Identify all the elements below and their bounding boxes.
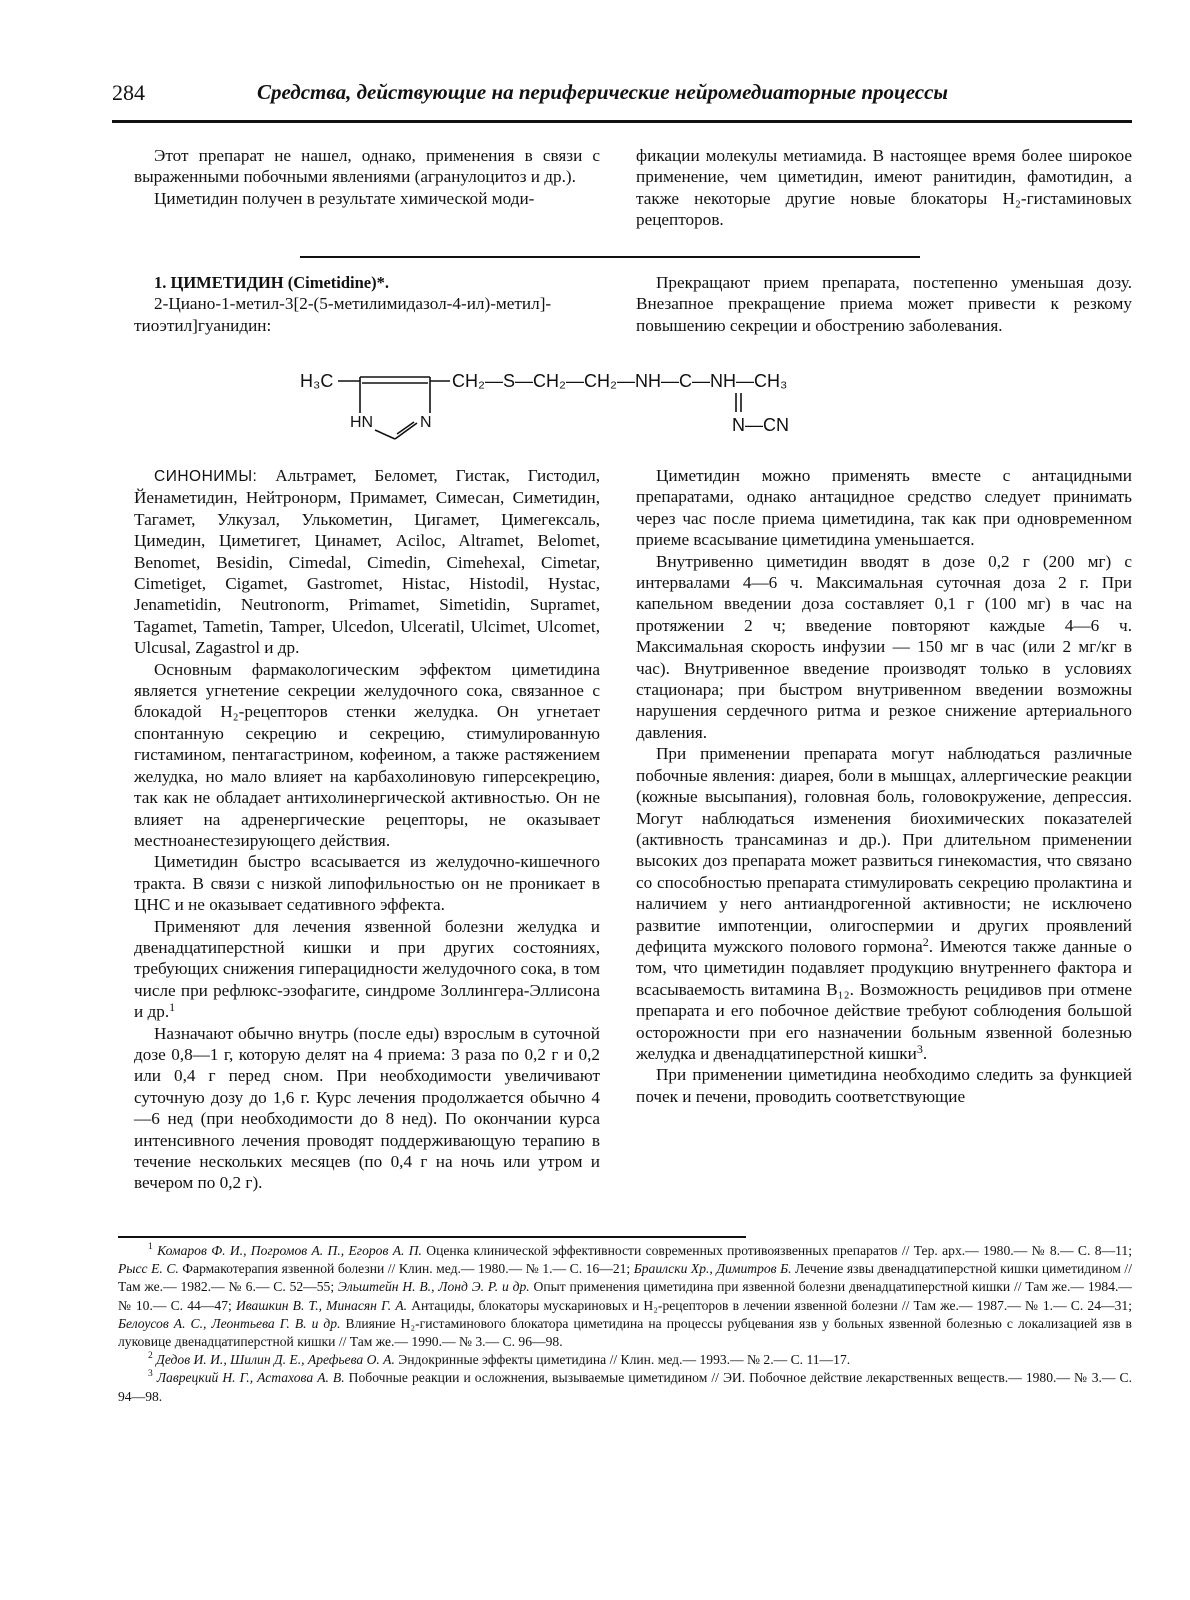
formula-ring-n: N	[420, 414, 432, 431]
footnote-text: Эндокринные эффекты циметидина // Клин. мед.— 1993.— № 2.— С. 11—17.	[394, 1352, 851, 1368]
antacid-paragraph: Циметидин можно применять вместе с антацидными препаратами, однако антацидное средство следует принимать через час после приема циметидина, так как при одновременном приеме всасывание циметидина уменьшается.	[636, 466, 1132, 550]
indications-text: Применяют для лечения язвенной болезни желудка и двенадцатиперстной кишки и при других состояниях, требующих снижения гиперацидности желудочного сока, в том числе при рефлюкс-эзофагите, синдроме Золлингера-Эллисона и др.	[134, 916, 600, 1022]
footnote-3	[118, 1369, 1132, 1405]
side-effects-text: При применении препарата могут наблюдаться различные побочные явления: диарея, боли в мышцах, аллергические реакции (кожные высыпания), головная боль, головокружение, депрессия. Могут наблюдаться изменения биохимических показателей (активность трансаминаз и др.). При длительном применении высоких доз препарата может развиться гинекомастия, что связано со способностью препарата стимулировать секрецию пролактина и наличием у него антиандрогенной активности; не исключено развитие импотенции, олигоспермии и других проявлений дефицита мужского полового гормона	[636, 744, 1132, 956]
formula-imine: N—CN	[732, 415, 789, 435]
cimetidine-structure	[300, 365, 900, 445]
footnote-authors: Белоусов А. С., Леонтьева Г. В. и др.	[118, 1315, 341, 1331]
formula-chain: CH₂—S—CH₂—CH₂—NH—C—NH—CH₃	[452, 371, 788, 391]
footnote-text: Побочные реакции и осложнения, вызываемые циметидином // ЭИ. Побочное действие лекарственных веществ.— 1980.— № 3.— С. 94—98.	[118, 1370, 1132, 1404]
footnote-authors: Рысс Е. С.	[118, 1261, 179, 1277]
side-effects-end: .	[922, 1043, 928, 1063]
intro-paragraph: Этот препарат не нашел, однако, применения в связи с выраженными побочными явлениями (агранулоцитоз и др.).	[134, 146, 600, 187]
footnotes	[118, 1242, 1132, 1406]
page-number: 284	[112, 80, 145, 105]
synonyms-paragraph	[134, 465, 600, 659]
indications-paragraph	[134, 916, 600, 1023]
side-effects-text-cont: . Имеются также данные о том, что циметидин подавляет продукцию внутреннего фактора и всасываемость витамина B₁₂. Возможность рецидивов при отмене препарата и его побочное действие требуют соблюдения большой осторожности при его назначении больным язвенной болезнью желудка и двенадцатиперстной кишки	[636, 936, 1132, 1063]
monitoring-paragraph: При применении циметидина необходимо следить за функцией почек и печени, проводить соответствующие	[636, 1065, 1132, 1106]
footnote-text: Антациды, блокаторы мускариновых и H₂-рецепторов в лечении язвенной болезни // Там же.— 1987.— № 1.— С. 24—31;	[407, 1297, 1132, 1313]
footnote-1	[118, 1242, 1132, 1351]
main-right-column	[636, 465, 1132, 1107]
header-rule	[112, 120, 1132, 123]
footnote-authors: Лаврецкий Н. Г., Астахова А. В.	[156, 1370, 345, 1386]
footnote-text: Фармакотерапия язвенной болезни // Клин. мед.— 1980.— № 1.— С. 16—21;	[178, 1261, 634, 1277]
footnote-text: Опыт применения циметидина при язвенной болезни двенадцатиперстной кишки // Там же.— 1984.— № 10.— С. 44—47;	[118, 1279, 1133, 1313]
formula-ring-nh: HN	[350, 414, 374, 431]
chemical-name: 2-Циано-1-метил-3[2-(5-метилимидазол-4-ил)-метил]-тиоэтил]гуанидин:	[134, 294, 552, 335]
running-title: Средства, действующие на периферические нейромедиаторные процессы	[257, 80, 948, 104]
formula-h3c: H₃C	[300, 371, 334, 391]
footnote-ref: 1	[169, 1000, 176, 1015]
intro-paragraph: фикации молекулы метиамида. В настоящее время более широкое применение, чем циметидин, имеют ранитидин, фамотидин, а также некоторые другие новые блокаторы H₂-гистаминовых рецепторов.	[636, 146, 1132, 230]
drug-heading-block	[134, 272, 600, 336]
page-header	[112, 80, 1132, 114]
intro-right-column	[636, 145, 1132, 231]
footnote-authors: Комаров Ф. И., Погромов А. П., Егоров А. П.	[157, 1243, 422, 1258]
drug-title: 1. ЦИМЕТИДИН (Cimetidine)*.	[154, 273, 390, 292]
footnote-text: Влияние H₂-гистаминового блокатора циметидина на процессы рубцевания язв у больных язвенной болезнью с локализацией язв в луковице двенадцатиперстной кишки // Там же.— 1990.— № 3.— С. 96—98.	[118, 1315, 1132, 1350]
iv-dosage-paragraph: Внутривенно циметидин вводят в дозе 0,2 г (200 мг) с интервалами 4—6 ч. Максимальная суточная доза 2 г. При капельном введении доза составляет 0,1 г (100 мг) в час на протяжении 2 ч; введение повторяют каждые 4—6 ч. Максимальная скорость инфузии — 150 мг в час (или 2 мг/кг в час). Внутривенное введение производят только в условиях стационара; при быстром внутривенном введении возможны нарушения сердечного ритма и резкое снижение артериального давления.	[636, 551, 1132, 742]
footnote-authors: Браилски Хр., Димитров Б.	[633, 1261, 792, 1277]
footnote-2	[118, 1351, 1132, 1369]
footnote-divider	[118, 1236, 746, 1238]
intro-paragraph: Циметидин получен в результате химической моди-	[154, 188, 535, 208]
main-left-column	[134, 465, 600, 1194]
footnote-authors: Ивашкин В. Т., Минасян Г. А.	[235, 1297, 408, 1313]
withdrawal-note: Прекращают прием препарата, постепенно уменьшая дозу. Внезапное прекращение приема может привести к резкому повышению секреции и обострению заболевания.	[636, 273, 1132, 335]
footnote-text: Лечение язвы двенадцатиперстной кишки циметидином // Там же.— 1982.— № 6.— С. 52—55;	[118, 1261, 1132, 1295]
section-divider	[300, 256, 920, 258]
pharmacology-paragraph: Основным фармакологическим эффектом циметидина является угнетение секреции желудочного сока, связанное с блокадой H₂-рецепторов стенки желудка. Он угнетает спонтанную секрецию и секрецию, стимулированную гистамином, пентагастрином, кофеином, а также растяжением желудка, но мало влияет на карбахолиновую гиперсекрецию, так как не обладает антихолинергической активностью. Он не влияет на адренергические рецепторы, не оказывает местноанестезирующего действия.	[134, 659, 600, 850]
footnote-ref: 3	[916, 1041, 923, 1056]
structural-formula	[300, 365, 900, 445]
footnote-ref: 2	[922, 934, 929, 949]
footnote-authors: Дедов И. И., Шилин Д. Е., Арефьева О. А.	[156, 1352, 395, 1368]
synonyms-list: Альтрамет, Беломет, Гистак, Гистодил, Йенаметидин, Нейтронорм, Примамет, Симесан, Симетидин, Тагамет, Улкузал, Улькометин, Цигамет, Цимегексаль, Цимедин, Циметигет, Цинамет, Aciloc, Altramet, Belomet, Benomet, Besidin, Cimedal, Cimedin, Cimehexal, Cimetar, Cimetiget, Cigamet, Gastromet, Histac, Histodil, Hystac, Jenametidin, Neutronorm, Primamet, Simetidin, Supramet, Tagamet, Tametin, Tamper, Ulcedon, Ulceratil, Ulcimet, Ulcomet, Ulcusal, Zagastrol и др.	[134, 466, 600, 658]
intro-left-column	[134, 145, 600, 209]
side-effects-paragraph	[636, 743, 1132, 1064]
footnote-number: 2	[148, 1351, 153, 1362]
footnote-text: Оценка клинической эффективности современных противоязвенных препаратов // Тер. арх.— 1980.— № 8.— С. 8—11;	[421, 1243, 1132, 1258]
footnote-authors: Эльштейн Н. В., Лонд Э. Р. и др.	[337, 1279, 530, 1295]
footnote-number: 3	[148, 1369, 153, 1380]
footnote-number: 1	[148, 1242, 153, 1252]
dosage-paragraph: Назначают обычно внутрь (после еды) взрослым в суточной дозе 0,8—1 г, которую делят на 4 приема: 3 раза по 0,2 г и 0,2 или 0,4 г перед сном. При необходимости увеличивают суточную дозу до 1,6 г. Курс лечения продолжается обычно 4—6 нед (при необходимости до 8 нед). По окончании курса интенсивного лечения проводят поддерживающую терапию в течение нескольких месяцев (по 0,4 г на ночь или утром и вечером по 0,2 г).	[134, 1023, 600, 1193]
absorption-paragraph: Циметидин быстро всасывается из желудочно-кишечного тракта. В связи с низкой липофильностью он не проникает в ЦНС и не оказывает седативного эффекта.	[134, 852, 600, 915]
drug-right-note-block	[636, 272, 1132, 336]
synonyms-label: СИНОНИМЫ:	[154, 468, 258, 485]
